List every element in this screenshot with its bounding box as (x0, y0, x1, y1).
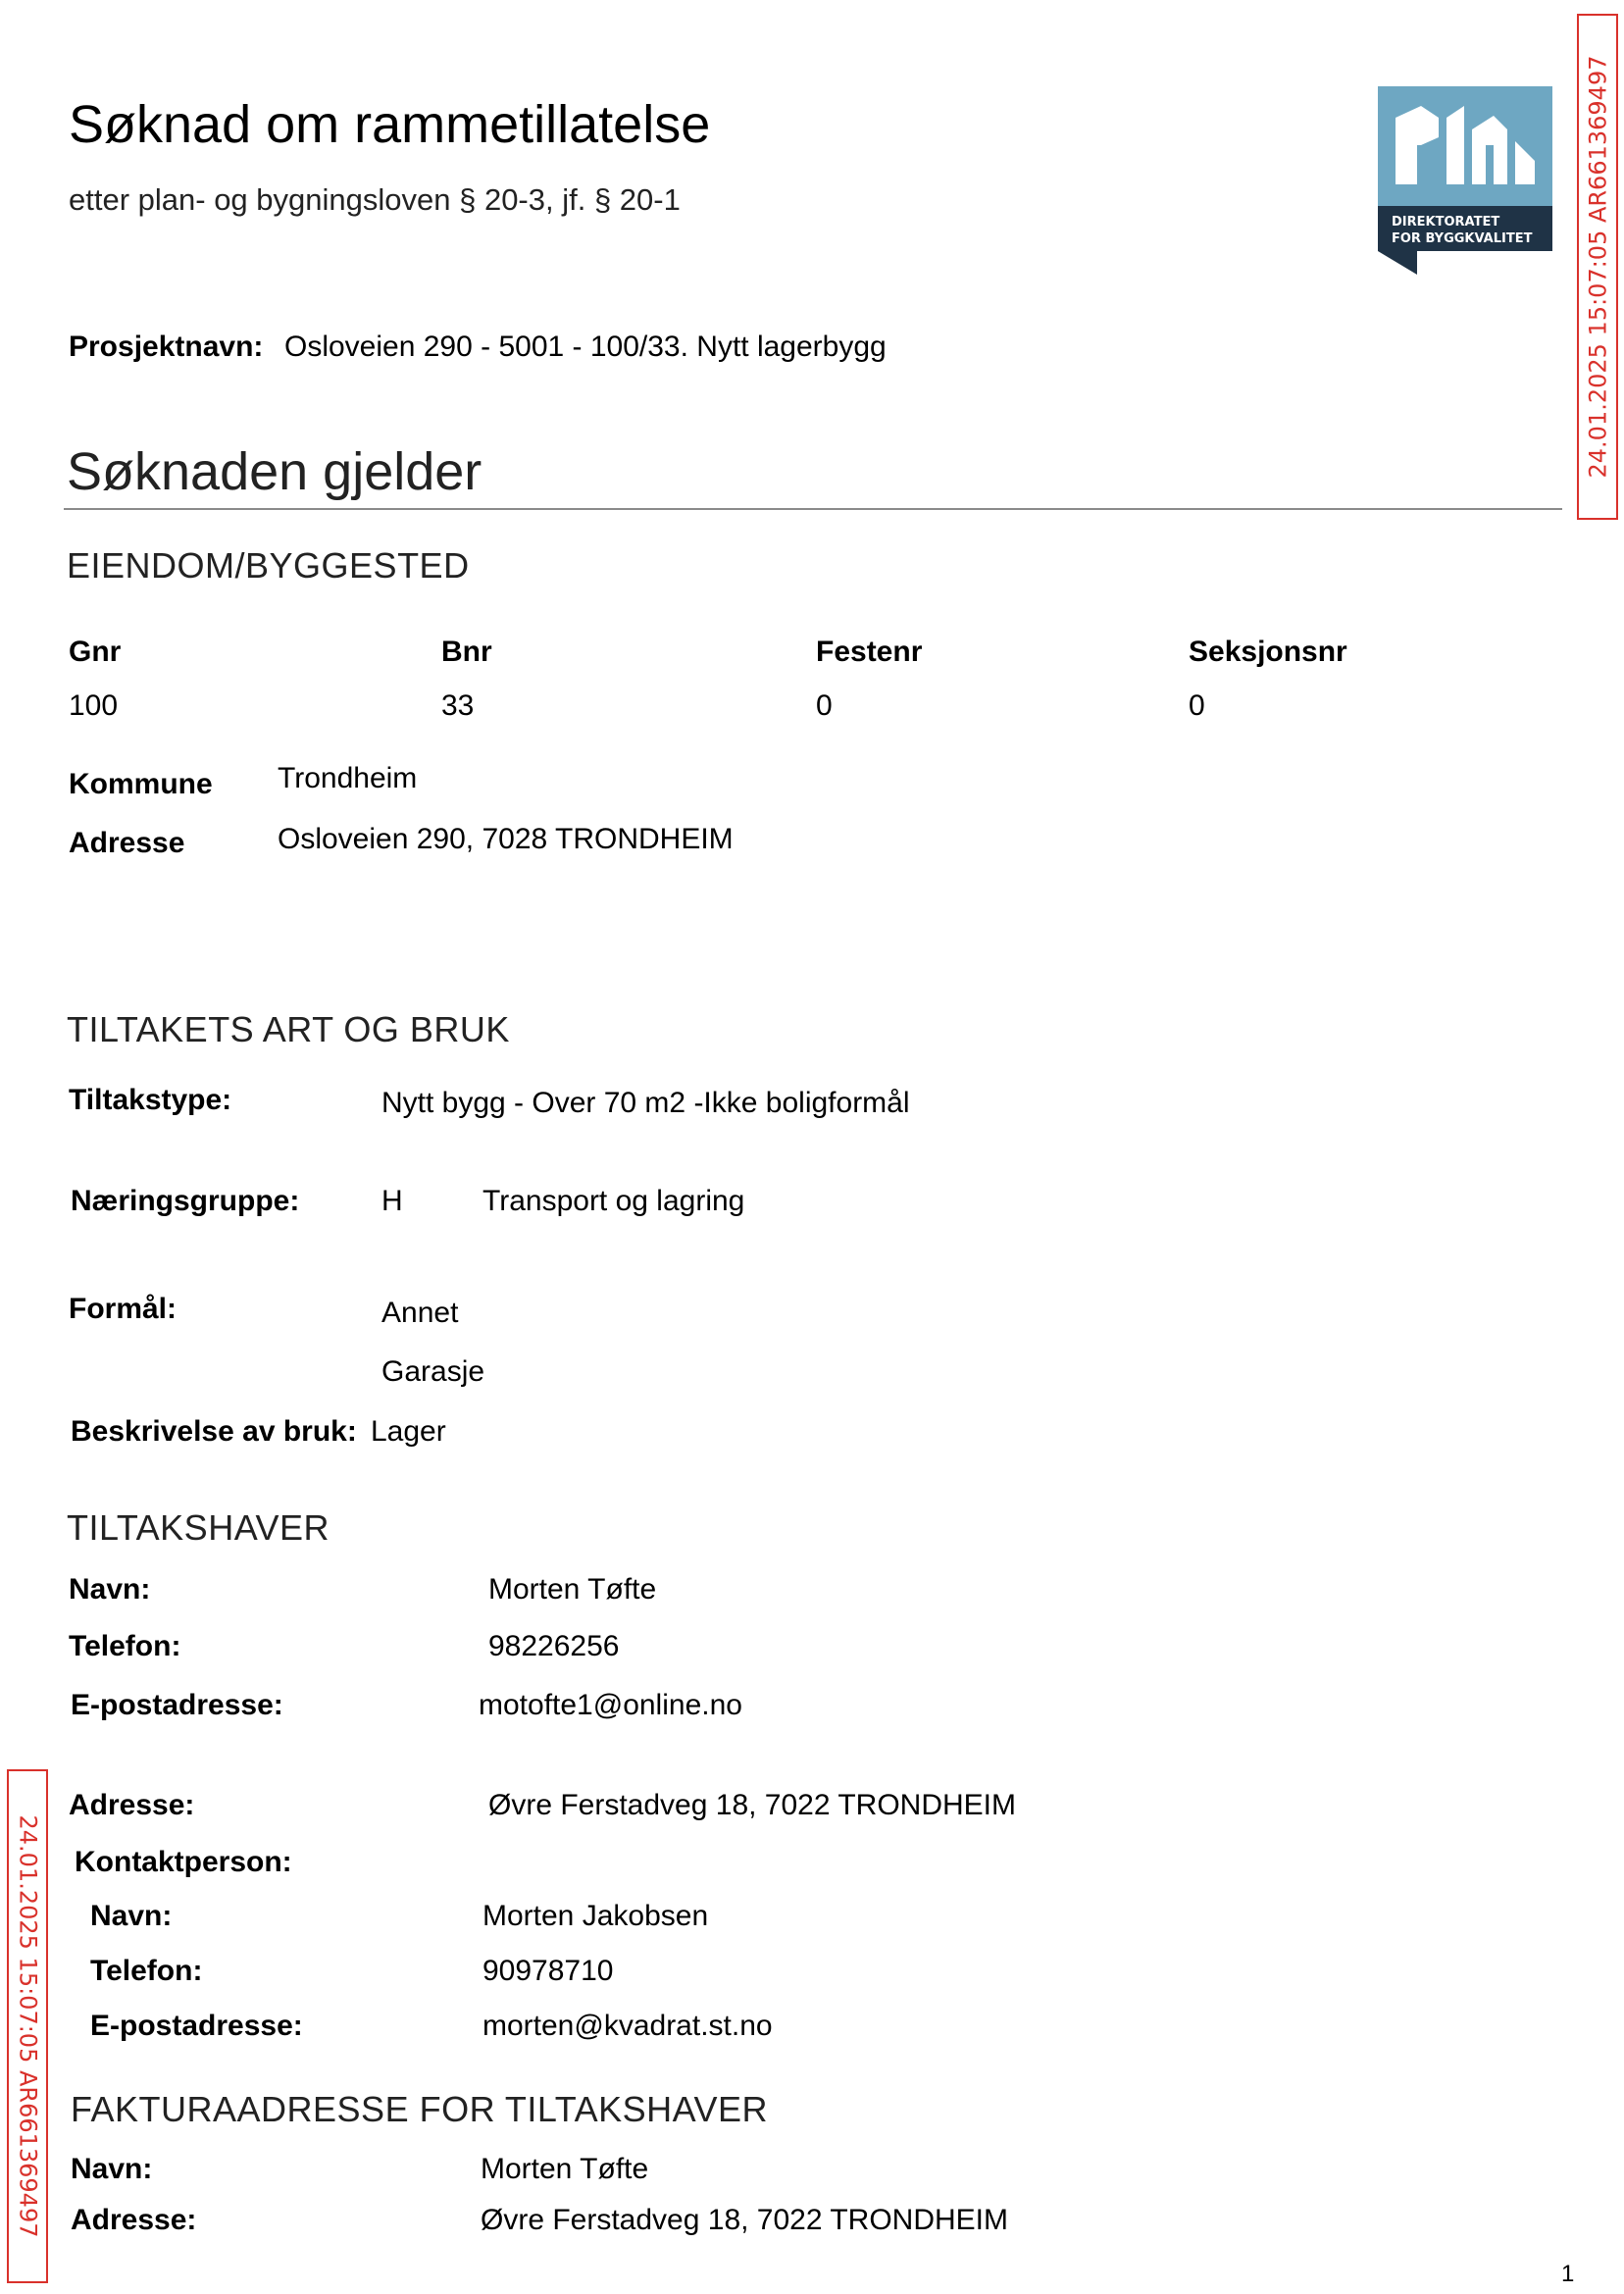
eiendom-heading: EIENDOM/BYGGESTED (67, 545, 470, 586)
tiltakshaver-adresse-label: Adresse: (69, 1789, 195, 1821)
naeringsgruppe-code: H (381, 1185, 403, 1217)
festenr-value: 0 (816, 689, 833, 722)
gnr-label: Gnr (69, 636, 122, 668)
logo-line1: DIREKTORATET (1392, 215, 1500, 229)
kontakt-epost-value: morten@kvadrat.st.no (482, 2010, 773, 2042)
naeringsgruppe-label: Næringsgruppe: (71, 1185, 300, 1217)
faktura-heading: FAKTURAADRESSE FOR TILTAKSHAVER (71, 2089, 768, 2129)
kontakt-epost-label: E-postadresse: (90, 2010, 303, 2042)
seksjonsnr-value: 0 (1189, 689, 1205, 722)
dibk-logo (1378, 86, 1552, 278)
kontakt-telefon-value: 90978710 (482, 1955, 614, 1987)
faktura-navn-label: Navn: (71, 2153, 153, 2185)
section-divider (64, 508, 1562, 510)
document-title: Søknad om rammetillatelse (69, 95, 711, 154)
project-label: Prosjektnavn: (69, 331, 264, 363)
stamp-text-left: 24.01.2025 15:07:05 AR661369497 (14, 1814, 42, 2238)
adresse-label: Adresse (69, 827, 185, 859)
kommune-value: Trondheim (278, 762, 418, 794)
tiltakshaver-navn-value: Morten Tøfte (488, 1573, 657, 1606)
naeringsgruppe-value: Transport og lagring (482, 1185, 745, 1217)
bnr-value: 33 (441, 689, 475, 722)
kommune-label: Kommune (69, 768, 213, 800)
tiltakshaver-adresse-value: Øvre Ferstadveg 18, 7022 TRONDHEIM (488, 1789, 1016, 1821)
faktura-adresse-value: Øvre Ferstadveg 18, 7022 TRONDHEIM (481, 2204, 1008, 2236)
seksjonsnr-label: Seksjonsnr (1189, 636, 1347, 668)
formal-value-2: Garasje (381, 1355, 485, 1388)
tiltakshaver-heading: TILTAKSHAVER (67, 1507, 330, 1548)
tiltakstype-value: Nytt bygg - Over 70 m2 -Ikke boligformål (381, 1087, 910, 1119)
kontakt-navn-label: Navn: (90, 1900, 173, 1932)
tiltakshaver-telefon-value: 98226256 (488, 1630, 620, 1662)
logo-line2: FOR BYGGKVALITET (1392, 231, 1533, 246)
kontakt-navn-value: Morten Jakobsen (482, 1900, 709, 1932)
dibk-logo-icon (1378, 86, 1552, 278)
faktura-navn-value: Morten Tøfte (481, 2153, 649, 2185)
tiltakshaver-telefon-label: Telefon: (69, 1630, 181, 1662)
faktura-adresse-label: Adresse: (71, 2204, 197, 2236)
gnr-value: 100 (69, 689, 119, 722)
section-title-soknaden: Søknaden gjelder (67, 442, 482, 501)
project-value: Osloveien 290 - 5001 - 100/33. Nytt lagerbygg (284, 331, 887, 363)
tiltakshaver-navn-label: Navn: (69, 1573, 151, 1606)
timestamp-stamp-left (7, 1769, 48, 2283)
tiltakstype-label: Tiltakstype: (69, 1084, 232, 1116)
bnr-label: Bnr (441, 636, 492, 668)
tiltakshaver-epost-label: E-postadresse: (71, 1689, 283, 1721)
tiltakshaver-epost-value: motofte1@online.no (479, 1689, 742, 1721)
tiltak-heading: TILTAKETS ART OG BRUK (67, 1009, 510, 1049)
page-number: 1 (1561, 2261, 1575, 2287)
stamp-text-top: 24.01.2025 15:07:05 AR661369497 (1584, 55, 1612, 479)
timestamp-stamp-top (1577, 14, 1618, 520)
formal-label: Formål: (69, 1293, 178, 1325)
kontaktperson-label: Kontaktperson: (75, 1846, 292, 1878)
document-subtitle: etter plan- og bygningsloven § 20-3, jf. § 20-1 (69, 182, 681, 217)
festenr-label: Festenr (816, 636, 923, 668)
kontakt-telefon-label: Telefon: (90, 1955, 203, 1987)
beskrivelse-label: Beskrivelse av bruk: (71, 1415, 357, 1448)
formal-value-1: Annet (381, 1297, 459, 1329)
adresse-value: Osloveien 290, 7028 TRONDHEIM (278, 823, 734, 855)
beskrivelse-value: Lager (371, 1415, 446, 1448)
